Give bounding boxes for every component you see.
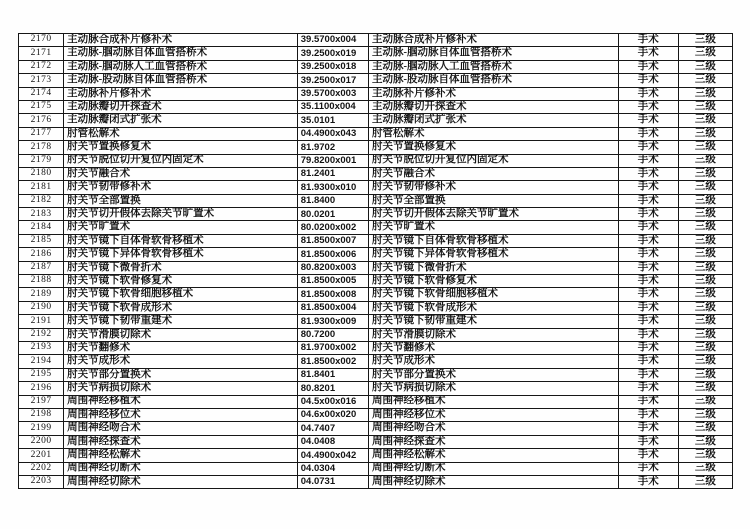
procedure-name-repeat-cell: 主动脉-腘动脉人工血管搭桥术 <box>368 60 618 73</box>
row-number-cell: 2176 <box>19 114 64 127</box>
row-number-cell: 2179 <box>19 154 64 167</box>
level-cell: 三级 <box>678 208 732 221</box>
procedure-code-cell: 79.8200x001 <box>297 154 368 167</box>
procedure-name-repeat-cell: 肘关节镜下自体骨软骨移植术 <box>368 234 618 247</box>
procedure-code-cell: 04.0408 <box>297 435 368 448</box>
category-cell: 手术 <box>618 208 678 221</box>
procedure-name-repeat-cell: 周围神经切除术 <box>368 475 618 488</box>
row-number-cell: 2190 <box>19 301 64 314</box>
table-row <box>19 87 733 100</box>
procedure-code-cell: 39.5700x004 <box>297 34 368 47</box>
procedure-name-repeat-cell: 主动脉-腘动脉自体血管搭桥术 <box>368 47 618 60</box>
procedure-name-repeat-cell: 肘关节全部置换 <box>368 194 618 207</box>
table-row <box>19 221 733 234</box>
procedure-name-cell: 肘关节镜下自体骨软骨移植术 <box>64 234 298 247</box>
table-row <box>19 114 733 127</box>
procedure-code-cell: 80.7200 <box>297 328 368 341</box>
level-cell: 三级 <box>678 34 732 47</box>
row-number-cell: 2195 <box>19 368 64 381</box>
procedure-name-repeat-cell: 肘关节部分置换术 <box>368 368 618 381</box>
category-cell: 手术 <box>618 221 678 234</box>
row-number-cell: 2182 <box>19 194 64 207</box>
procedure-code-cell: 81.8401 <box>297 368 368 381</box>
procedure-code-cell: 04.7407 <box>297 422 368 435</box>
level-cell: 三级 <box>678 141 732 154</box>
table-row <box>19 462 733 475</box>
procedure-code-cell: 81.8500x007 <box>297 234 368 247</box>
procedure-name-cell: 主动脉-股动脉自体血管搭桥术 <box>64 74 298 87</box>
category-cell: 手术 <box>618 87 678 100</box>
level-cell: 三级 <box>678 449 732 462</box>
procedure-name-cell: 肘关节成形术 <box>64 355 298 368</box>
category-cell: 手术 <box>618 248 678 261</box>
row-number-cell: 2201 <box>19 449 64 462</box>
table-row <box>19 34 733 47</box>
procedure-code-cell: 35.0101 <box>297 114 368 127</box>
row-number-cell: 2174 <box>19 87 64 100</box>
level-cell: 三级 <box>678 382 732 395</box>
row-number-cell: 2172 <box>19 60 64 73</box>
procedure-name-cell: 周围神经移植术 <box>64 395 298 408</box>
table-row <box>19 288 733 301</box>
level-cell: 三级 <box>678 47 732 60</box>
procedure-name-cell: 周围神经切断术 <box>64 462 298 475</box>
level-cell: 三级 <box>678 87 732 100</box>
category-cell: 手术 <box>618 368 678 381</box>
procedure-code-cell: 04.4900x042 <box>297 449 368 462</box>
level-cell: 三级 <box>678 408 732 421</box>
table-row <box>19 341 733 354</box>
procedure-name-repeat-cell: 主动脉瓣闭式扩张术 <box>368 114 618 127</box>
procedure-code-cell: 80.8200x003 <box>297 261 368 274</box>
category-cell: 手术 <box>618 341 678 354</box>
procedure-name-cell: 肘关节韧带修补术 <box>64 181 298 194</box>
category-cell: 手术 <box>618 382 678 395</box>
procedure-name-cell: 主动脉瓣切开探查术 <box>64 100 298 113</box>
procedure-name-cell: 肘关节部分置换术 <box>64 368 298 381</box>
procedure-code-cell: 81.9300x010 <box>297 181 368 194</box>
procedure-name-cell: 肘管松解术 <box>64 127 298 140</box>
procedure-name-repeat-cell: 肘关节旷置术 <box>368 221 618 234</box>
procedure-code-cell: 81.9300x009 <box>297 315 368 328</box>
table-row <box>19 60 733 73</box>
procedure-name-repeat-cell: 肘关节置换修复术 <box>368 141 618 154</box>
category-cell: 手术 <box>618 100 678 113</box>
procedure-name-cell: 主动脉瓣闭式扩张术 <box>64 114 298 127</box>
procedure-name-cell: 周围神经移位术 <box>64 408 298 421</box>
row-number-cell: 2198 <box>19 408 64 421</box>
row-number-cell: 2181 <box>19 181 64 194</box>
level-cell: 三级 <box>678 288 732 301</box>
level-cell: 三级 <box>678 74 732 87</box>
category-cell: 手术 <box>618 141 678 154</box>
category-cell: 手术 <box>618 34 678 47</box>
level-cell: 三级 <box>678 154 732 167</box>
table-row <box>19 355 733 368</box>
table-row <box>19 74 733 87</box>
level-cell: 三级 <box>678 114 732 127</box>
table-row <box>19 127 733 140</box>
procedure-name-repeat-cell: 肘关节病损切除术 <box>368 382 618 395</box>
row-number-cell: 2200 <box>19 435 64 448</box>
procedure-name-repeat-cell: 肘关节韧带修补术 <box>368 181 618 194</box>
table-row <box>19 248 733 261</box>
procedure-name-repeat-cell: 肘管松解术 <box>368 127 618 140</box>
table-row <box>19 275 733 288</box>
category-cell: 手术 <box>618 154 678 167</box>
table-row <box>19 449 733 462</box>
procedure-name-cell: 主动脉-腘动脉自体血管搭桥术 <box>64 47 298 60</box>
procedure-name-repeat-cell: 主动脉补片修补术 <box>368 87 618 100</box>
procedure-code-cell: 81.8400 <box>297 194 368 207</box>
level-cell: 三级 <box>678 167 732 180</box>
level-cell: 三级 <box>678 60 732 73</box>
row-number-cell: 2193 <box>19 341 64 354</box>
level-cell: 三级 <box>678 355 732 368</box>
procedure-code-cell: 80.0201 <box>297 208 368 221</box>
procedure-code-cell: 04.0304 <box>297 462 368 475</box>
procedure-name-cell: 主动脉补片修补术 <box>64 87 298 100</box>
procedure-name-repeat-cell: 周围神经吻合术 <box>368 422 618 435</box>
table-row <box>19 408 733 421</box>
procedure-code-cell: 35.1100x004 <box>297 100 368 113</box>
category-cell: 手术 <box>618 315 678 328</box>
category-cell: 手术 <box>618 328 678 341</box>
procedure-name-repeat-cell: 肘关节翻修术 <box>368 341 618 354</box>
procedure-name-cell: 肘关节融合术 <box>64 167 298 180</box>
category-cell: 手术 <box>618 181 678 194</box>
level-cell: 三级 <box>678 127 732 140</box>
level-cell: 三级 <box>678 328 732 341</box>
procedure-code-cell: 81.8500x005 <box>297 275 368 288</box>
row-number-cell: 2199 <box>19 422 64 435</box>
category-cell: 手术 <box>618 167 678 180</box>
procedure-name-repeat-cell: 肘关节镜下软骨成形术 <box>368 301 618 314</box>
category-cell: 手术 <box>618 475 678 488</box>
row-number-cell: 2183 <box>19 208 64 221</box>
row-number-cell: 2189 <box>19 288 64 301</box>
table-row <box>19 328 733 341</box>
table-row <box>19 100 733 113</box>
category-cell: 手术 <box>618 449 678 462</box>
procedure-name-repeat-cell: 肘关节镜下韧带重建术 <box>368 315 618 328</box>
procedure-name-repeat-cell: 肘关节镜下软骨细胞移植术 <box>368 288 618 301</box>
row-number-cell: 2180 <box>19 167 64 180</box>
procedure-name-cell: 肘关节翻修术 <box>64 341 298 354</box>
procedure-name-cell: 肘关节镜下软骨成形术 <box>64 301 298 314</box>
category-cell: 手术 <box>618 422 678 435</box>
category-cell: 手术 <box>618 261 678 274</box>
table-row <box>19 382 733 395</box>
procedure-name-cell: 肘关节滑膜切除术 <box>64 328 298 341</box>
procedure-code-cell: 04.6x00x020 <box>297 408 368 421</box>
table-row <box>19 301 733 314</box>
procedure-name-cell: 主动脉合成补片修补术 <box>64 34 298 47</box>
procedure-name-cell: 肘关节脱位切开复位内固定术 <box>64 154 298 167</box>
procedure-code-cell: 81.8500x004 <box>297 301 368 314</box>
procedure-name-cell: 肘关节镜下软骨细胞移植术 <box>64 288 298 301</box>
table-row <box>19 154 733 167</box>
level-cell: 三级 <box>678 301 732 314</box>
category-cell: 手术 <box>618 127 678 140</box>
category-cell: 手术 <box>618 395 678 408</box>
procedure-code-cell: 04.5x00x016 <box>297 395 368 408</box>
category-cell: 手术 <box>618 355 678 368</box>
procedure-name-repeat-cell: 肘关节成形术 <box>368 355 618 368</box>
row-number-cell: 2184 <box>19 221 64 234</box>
level-cell: 三级 <box>678 234 732 247</box>
procedure-name-repeat-cell: 周围神经切断术 <box>368 462 618 475</box>
procedure-table-body <box>19 34 733 489</box>
procedure-name-cell: 周围神经探查术 <box>64 435 298 448</box>
row-number-cell: 2177 <box>19 127 64 140</box>
procedure-name-cell: 主动脉-腘动脉人工血管搭桥术 <box>64 60 298 73</box>
category-cell: 手术 <box>618 60 678 73</box>
table-row <box>19 141 733 154</box>
table-row <box>19 261 733 274</box>
procedure-name-repeat-cell: 肘关节融合术 <box>368 167 618 180</box>
category-cell: 手术 <box>618 234 678 247</box>
row-number-cell: 2188 <box>19 275 64 288</box>
procedure-code-cell: 81.2401 <box>297 167 368 180</box>
procedure-name-cell: 肘关节全部置换 <box>64 194 298 207</box>
category-cell: 手术 <box>618 74 678 87</box>
procedure-name-cell: 周围神经吻合术 <box>64 422 298 435</box>
row-number-cell: 2202 <box>19 462 64 475</box>
row-number-cell: 2192 <box>19 328 64 341</box>
row-number-cell: 2185 <box>19 234 64 247</box>
table-row <box>19 475 733 488</box>
row-number-cell: 2191 <box>19 315 64 328</box>
procedure-code-cell: 80.8201 <box>297 382 368 395</box>
category-cell: 手术 <box>618 288 678 301</box>
procedure-name-cell: 肘关节镜下异体骨软骨移植术 <box>64 248 298 261</box>
procedure-name-cell: 周围神经松解术 <box>64 449 298 462</box>
row-number-cell: 2178 <box>19 141 64 154</box>
table-row <box>19 315 733 328</box>
procedure-name-repeat-cell: 周围神经移植术 <box>368 395 618 408</box>
procedure-name-cell: 肘关节镜下微骨折术 <box>64 261 298 274</box>
level-cell: 三级 <box>678 261 732 274</box>
procedure-name-cell: 肘关节旷置术 <box>64 221 298 234</box>
row-number-cell: 2170 <box>19 34 64 47</box>
level-cell: 三级 <box>678 395 732 408</box>
table-row <box>19 435 733 448</box>
level-cell: 三级 <box>678 221 732 234</box>
procedure-code-cell: 39.2500x019 <box>297 47 368 60</box>
procedure-code-cell: 81.8500x008 <box>297 288 368 301</box>
row-number-cell: 2197 <box>19 395 64 408</box>
table-row <box>19 181 733 194</box>
procedure-name-cell: 肘关节镜下软骨修复术 <box>64 275 298 288</box>
level-cell: 三级 <box>678 435 732 448</box>
row-number-cell: 2196 <box>19 382 64 395</box>
row-number-cell: 2186 <box>19 248 64 261</box>
procedure-name-repeat-cell: 肘关节切开假体去除关节旷置术 <box>368 208 618 221</box>
level-cell: 三级 <box>678 100 732 113</box>
procedure-name-cell: 肘关节镜下韧带重建术 <box>64 315 298 328</box>
level-cell: 三级 <box>678 275 732 288</box>
category-cell: 手术 <box>618 194 678 207</box>
procedure-name-repeat-cell: 肘关节镜下微骨折术 <box>368 261 618 274</box>
row-number-cell: 2171 <box>19 47 64 60</box>
row-number-cell: 2187 <box>19 261 64 274</box>
procedure-name-repeat-cell: 周围神经松解术 <box>368 449 618 462</box>
table-row <box>19 234 733 247</box>
procedure-name-cell: 周围神经切除术 <box>64 475 298 488</box>
procedure-code-cell: 39.2500x017 <box>297 74 368 87</box>
table-row <box>19 47 733 60</box>
row-number-cell: 2203 <box>19 475 64 488</box>
procedure-code-cell: 81.9702 <box>297 141 368 154</box>
procedure-name-repeat-cell: 周围神经移位术 <box>368 408 618 421</box>
category-cell: 手术 <box>618 462 678 475</box>
procedure-code-cell: 39.5700x003 <box>297 87 368 100</box>
procedure-name-repeat-cell: 周围神经探查术 <box>368 435 618 448</box>
procedure-code-cell: 04.0731 <box>297 475 368 488</box>
level-cell: 三级 <box>678 475 732 488</box>
row-number-cell: 2194 <box>19 355 64 368</box>
procedure-name-repeat-cell: 主动脉-股动脉自体血管搭桥术 <box>368 74 618 87</box>
procedure-code-cell: 04.4900x043 <box>297 127 368 140</box>
level-cell: 三级 <box>678 368 732 381</box>
procedure-name-cell: 肘关节病损切除术 <box>64 382 298 395</box>
table-row <box>19 368 733 381</box>
table-row <box>19 422 733 435</box>
category-cell: 手术 <box>618 47 678 60</box>
table-row <box>19 208 733 221</box>
row-number-cell: 2175 <box>19 100 64 113</box>
level-cell: 三级 <box>678 462 732 475</box>
procedure-code-cell: 81.8500x002 <box>297 355 368 368</box>
level-cell: 三级 <box>678 194 732 207</box>
procedure-name-repeat-cell: 肘关节镜下软骨修复术 <box>368 275 618 288</box>
level-cell: 三级 <box>678 315 732 328</box>
table-row <box>19 395 733 408</box>
level-cell: 三级 <box>678 422 732 435</box>
procedure-name-repeat-cell: 主动脉合成补片修补术 <box>368 34 618 47</box>
procedure-name-repeat-cell: 主动脉瓣切开探查术 <box>368 100 618 113</box>
procedure-code-cell: 39.2500x018 <box>297 60 368 73</box>
level-cell: 三级 <box>678 181 732 194</box>
procedure-name-cell: 肘关节切开假体去除关节旷置术 <box>64 208 298 221</box>
procedure-code-cell: 81.8500x006 <box>297 248 368 261</box>
level-cell: 三级 <box>678 341 732 354</box>
procedure-name-repeat-cell: 肘关节镜下异体骨软骨移植术 <box>368 248 618 261</box>
procedure-name-cell: 肘关节置换修复术 <box>64 141 298 154</box>
procedure-table <box>18 33 733 489</box>
category-cell: 手术 <box>618 275 678 288</box>
procedure-name-repeat-cell: 肘关节脱位切开复位内固定术 <box>368 154 618 167</box>
category-cell: 手术 <box>618 114 678 127</box>
category-cell: 手术 <box>618 435 678 448</box>
procedure-name-repeat-cell: 肘关节滑膜切除术 <box>368 328 618 341</box>
row-number-cell: 2173 <box>19 74 64 87</box>
table-row <box>19 167 733 180</box>
level-cell: 三级 <box>678 248 732 261</box>
procedure-code-cell: 81.9700x002 <box>297 341 368 354</box>
procedure-code-cell: 80.0200x002 <box>297 221 368 234</box>
category-cell: 手术 <box>618 408 678 421</box>
category-cell: 手术 <box>618 301 678 314</box>
table-row <box>19 194 733 207</box>
